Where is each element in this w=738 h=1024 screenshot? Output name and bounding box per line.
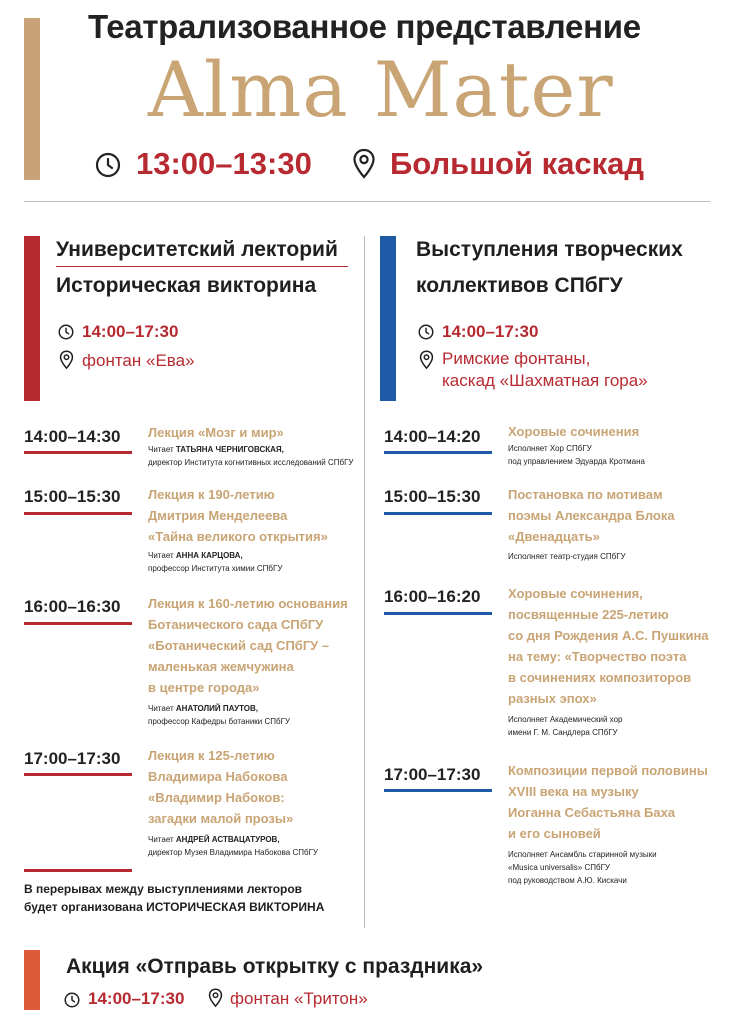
performance-time: 14:00–14:20	[384, 427, 481, 446]
performance-performer: Исполняет Ансамбль старинной музыки	[508, 850, 657, 859]
lecture-title-line: в центре города»	[148, 680, 260, 695]
performance-item	[508, 421, 645, 468]
lecture-item	[148, 593, 348, 728]
lecture-reader: Читает АНДРЕЙ АСТВАЦАТУРОВ,	[148, 835, 280, 844]
lecture-time: 15:00–15:30	[24, 487, 121, 506]
time-underline	[384, 512, 492, 515]
column-divider	[364, 236, 365, 928]
lecture-title-line: маленькая жемчужина	[148, 659, 294, 674]
lecture-title-line: «Тайна великого открытия»	[148, 529, 328, 544]
header-accent-bar	[24, 18, 40, 180]
event-title: Театрализованное представление	[88, 8, 641, 45]
left-section-time: 14:00–17:30	[82, 322, 179, 341]
right-section-title-1: Выступления творческих	[416, 238, 683, 261]
performance-performer: Исполняет Хор СПбГУ	[508, 444, 592, 453]
clock-icon	[64, 992, 80, 1013]
performance-time: 15:00–15:30	[384, 487, 481, 506]
location-pin-icon	[208, 988, 223, 1013]
performance-title-line: XVIII века на музыку	[508, 784, 639, 799]
performance-title-line: на тему: «Творчество поэта	[508, 649, 687, 664]
performance-item	[508, 484, 675, 563]
location-pin-icon	[59, 350, 74, 375]
left-section-title-1: Университетский лекторий	[56, 238, 338, 261]
performance-title-line: Хоровые сочинения	[508, 424, 640, 439]
lecture-time: 14:00–14:30	[24, 427, 121, 446]
clock-icon	[95, 152, 121, 183]
location-pin-icon	[419, 350, 434, 375]
performance-item	[508, 583, 709, 739]
lecture-reader-role: директор Института когнитивных исследований СПбГУ	[148, 458, 354, 467]
right-section-title-2: коллективов СПбГУ	[416, 274, 623, 297]
performance-performer: под управлением Эдуарда Кротмана	[508, 457, 645, 466]
lecture-title-line: Лекция «Мозг и мир»	[148, 425, 284, 440]
lecture-title-line: загадки малой прозы»	[148, 811, 294, 826]
header-time: 13:00–13:30	[136, 146, 312, 181]
lecture-title-line: «Ботанический сад СПбГУ –	[148, 638, 330, 653]
lecture-reader: Читает АНАТОЛИЙ ПАУТОВ,	[148, 704, 258, 713]
right-section-place-2: каскад «Шахматная гора»	[442, 371, 648, 390]
performance-title-line: посвященные 225-летию	[508, 607, 669, 622]
time-underline	[24, 512, 132, 515]
lecture-time: 16:00–16:30	[24, 597, 121, 616]
performance-title-line: «Двенадцать»	[508, 529, 600, 544]
time-underline	[24, 451, 132, 454]
bottom-section-title: Акция «Отправь открытку с праздника»	[66, 955, 484, 978]
performance-title-line: Хоровые сочинения,	[508, 586, 643, 601]
performance-title-line: со дня Рождения А.С. Пушкина	[508, 628, 709, 643]
time-underline	[384, 789, 492, 792]
lecture-reader-role: профессор Кафедры ботаники СПбГУ	[148, 717, 291, 726]
lecture-reader-role: профессор Института химии СПбГУ	[148, 564, 283, 573]
performance-time: 16:00–16:20	[384, 587, 481, 606]
lecture-title-line: «Владимир Набоков:	[148, 790, 285, 805]
time-underline	[384, 612, 492, 615]
lecture-title-line: Лекция к 125-летию	[148, 748, 275, 763]
lecture-time: 17:00–17:30	[24, 749, 121, 768]
left-section-title-2: Историческая викторина	[56, 274, 317, 297]
performance-title-line: разных эпох»	[508, 691, 597, 706]
performance-performer: «Musica universalis» СПбГУ	[508, 863, 610, 872]
lecture-reader: Читает ТАТЬЯНА ЧЕРНИГОВСКАЯ,	[148, 445, 284, 454]
lecture-title-line: Лекция к 190-летию	[148, 487, 275, 502]
performance-title-line: Иоганна Себастьяна Баха	[508, 805, 676, 820]
left-section-accent-bar	[24, 236, 40, 401]
lecture-title-line: Дмитрия Менделеева	[148, 508, 288, 523]
performance-performer: Исполняет театр-студия СПбГУ	[508, 552, 626, 561]
header-divider	[24, 201, 710, 202]
lecture-item	[148, 422, 353, 469]
right-section-accent-bar	[380, 236, 396, 401]
performance-item	[508, 760, 708, 887]
lecture-title-line: Владимира Набокова	[148, 769, 288, 784]
performance-performer: имени Г. М. Сандлера СПбГУ	[508, 728, 618, 737]
quiz-note: В перерывах между выступлениями лекторов будет организована ИСТОРИЧЕСКАЯ ВИКТОРИНА	[24, 882, 325, 914]
time-underline	[384, 451, 492, 454]
bottom-section-time: 14:00–17:30	[88, 989, 185, 1008]
right-section-time: 14:00–17:30	[442, 322, 539, 341]
performance-title-line: Постановка по мотивам	[508, 487, 663, 502]
alma-mater-logo: Alma Mater	[148, 45, 614, 134]
time-underline	[24, 773, 132, 776]
performance-title-line: Композиции первой половины	[508, 763, 708, 778]
performance-performer: Исполняет Академический хор	[508, 715, 623, 724]
time-underline	[24, 622, 132, 625]
performance-title-line: поэмы Александра Блока	[508, 508, 675, 523]
lecture-reader: Читает АННА КАРЦОВА,	[148, 551, 243, 560]
left-section-place: фонтан «Ева»	[82, 351, 195, 370]
lecture-reader-role: директор Музея Владимира Набокова СПбГУ	[148, 848, 318, 857]
performance-time: 17:00–17:30	[384, 765, 481, 784]
lecture-item	[148, 484, 328, 575]
bottom-section-accent-bar	[24, 950, 40, 1010]
lecture-title-line: Лекция к 160-летию основания	[148, 596, 348, 611]
lecture-item	[148, 745, 318, 859]
note-divider	[24, 869, 132, 872]
clock-icon	[418, 324, 434, 345]
clock-icon	[58, 324, 74, 345]
right-section-place-1: Римские фонтаны,	[442, 349, 591, 368]
header-place: Большой каскад	[390, 146, 645, 181]
bottom-section-place: фонтан «Тритон»	[230, 989, 368, 1008]
lecture-title-line: Ботанического сада СПбГУ	[148, 617, 324, 632]
performance-performer: под руководством А.Ю. Кискачи	[508, 876, 627, 885]
performance-title-line: в сочинениях композиторов	[508, 670, 692, 685]
location-pin-icon	[352, 148, 376, 185]
left-title-underline	[56, 266, 348, 267]
performance-title-line: и его сыновей	[508, 826, 601, 841]
